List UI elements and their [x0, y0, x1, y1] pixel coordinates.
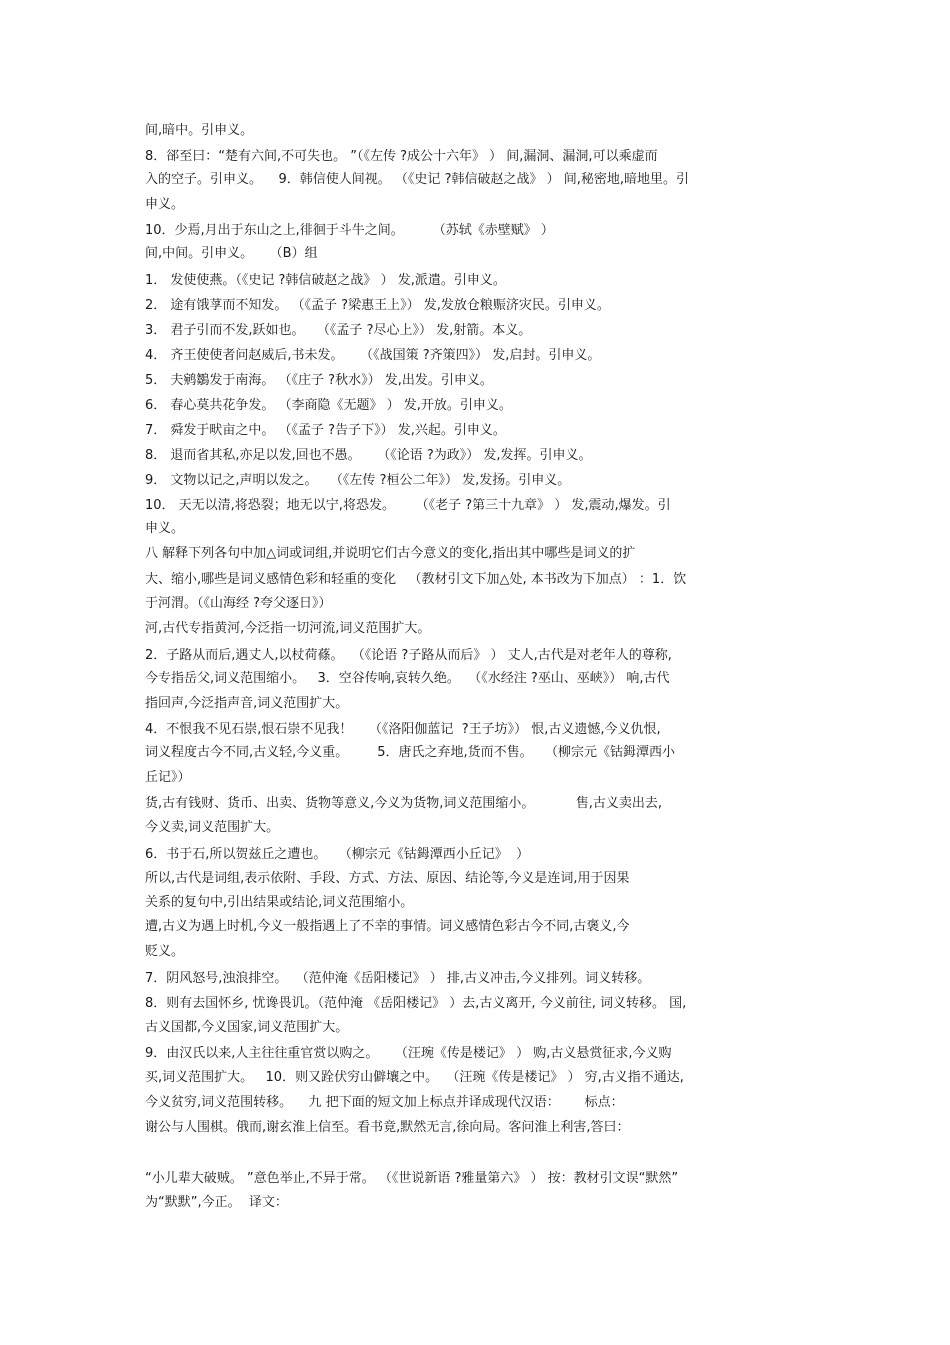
text-line: 为“默默”,今正。 译文：	[145, 1195, 288, 1210]
text-line: 10． 天无以清,将恐裂；地无以宁,将恐发。 （《老子 ?第三十九章》 ） 发,震动,爆发。引	[145, 498, 671, 513]
text-line: 2．子路从而后,遇丈人,以杖荷蓧。 （《论语 ?子路从而后》 ） 丈人,古代是对老年人的尊称,	[145, 648, 672, 663]
text-line: 4． 齐王使使者问赵威后,书未发。 （《战国策 ?齐策四》） 发,启封。引申义。	[145, 348, 601, 363]
text-line: 申义。	[145, 197, 185, 212]
text-line: 所以,古代是词组,表示依附、手段、方式、方法、原因、结论等,今义是连词,用于因果	[145, 871, 630, 886]
text-line: 关系的复句中,引出结果或结论,词义范围缩小。	[145, 895, 414, 910]
text-line: 入的空子。引申义。 9．韩信使人间视。 （《史记 ?韩信破赵之战》 ） 间,秘密地,暗地里。引	[145, 172, 689, 187]
text-line: 9． 文物以记之,声明以发之。 （《左传 ?桓公二年》） 发,发扬。引申义。	[145, 473, 571, 488]
text-line: 1． 发使使燕。（《史记 ?韩信破赵之战》 ） 发,派遣。引申义。	[145, 273, 506, 288]
text-line: 货,古有钱财、货币、出卖、货物等意义,今义为货物,词义范围缩小。 售,古义卖出去,	[145, 796, 662, 811]
text-line: 7． 舜发于畎亩之中。 （《孟子 ?告子下》） 发,兴起。引申义。	[145, 423, 506, 438]
text-line: 谢公与人围棋。俄而,谢玄淮上信至。看书竟,默然无言,徐向局。客问淮上利害,答曰：	[145, 1120, 630, 1135]
text-line: 遭,古义为遇上时机,今义一般指遇上了不幸的事情。词义感情色彩古今不同,古褒义,今	[145, 919, 630, 934]
text-line: 古义国都,今义国家,词义范围扩大。	[145, 1020, 349, 1035]
text-line: 今专指岳父,词义范围缩小。 3．空谷传响,哀转久绝。 （《水经注 ?巫山、巫峡》） 响,古代	[145, 671, 670, 686]
text-line: 4．不恨我不见石崇,恨石崇不见我！ （《洛阳伽蓝记 ?王子坊》） 恨,古义遗憾,今义仇恨,	[145, 722, 661, 737]
text-line: 10．少焉,月出于东山之上,徘徊于斗牛之间。 （苏轼《赤壁赋》 ）	[145, 223, 554, 238]
text-line: 大、缩小,哪些是词义感情色彩和轻重的变化 （教材引文下加△处, 本书改为下加点） ：1．饮	[145, 572, 687, 587]
text-line: 间,中间。引申义。 （B）组	[145, 246, 318, 261]
text-line: 8．郤至曰：“楚有六间,不可失也。 ”（《左传 ?成公十六年》 ） 间,漏洞、漏洞,可以乘虚而	[145, 149, 658, 164]
text-line: 八 解释下列各句中加△词或词组,并说明它们古今意义的变化,指出其中哪些是词义的扩	[145, 546, 636, 561]
text-line: 词义程度古今不同,古义轻,今义重。 5．唐氏之弃地,货而不售。 （柳宗元《钴鉧潭西小	[145, 745, 675, 760]
text-line: 9．由汉氏以来,人主往往重官赏以购之。 （汪琬《传是楼记》 ） 购,古义悬赏征求,今义购	[145, 1046, 672, 1061]
text-line: 河,古代专指黄河,今泛指一切河流,词义范围扩大。	[145, 621, 431, 636]
text-line: 指回声,今泛指声音,词义范围扩大。	[145, 696, 349, 711]
text-line: 间,暗中。引申义。	[145, 123, 254, 138]
text-line: 6． 春心莫共花争发。 （李商隐《无题》 ） 发,开放。引申义。	[145, 398, 512, 413]
text-line: 8．则有去国怀乡, 忧谗畏讥。（范仲淹 《岳阳楼记》 ）去,古义离开, 今义前往, 词义转移。 国,	[145, 996, 687, 1011]
text-line: 2． 途有饿莩而不知发。 （《孟子 ?梁惠王上》） 发,发放仓粮赈济灾民。引申义。	[145, 298, 610, 313]
text-line: 丘记》）	[145, 770, 191, 785]
text-line: 今义卖,词义范围扩大。	[145, 820, 280, 835]
text-line: 5． 夫鹓鶵发于南海。 （《庄子 ?秋水》） 发,出发。引申义。	[145, 373, 493, 388]
text-line: 8． 退而省其私,亦足以发,回也不愚。 （《论语 ?为政》） 发,发挥。引申义。	[145, 448, 592, 463]
text-line: 3． 君子引而不发,跃如也。 （《孟子 ?尽心上》） 发,射箭。本义。	[145, 323, 532, 338]
text-line: 贬义。	[145, 944, 185, 959]
text-line: 今义贫穷,词义范围转移。 九 把下面的短文加上标点并译成现代汉语： 标点：	[145, 1095, 624, 1110]
text-line: 于河渭。（《山海经 ?夸父逐日》）	[145, 596, 332, 611]
text-line: 买,词义范围扩大。 10．则又跧伏穷山僻壤之中。 （汪琬《传是楼记》 ） 穷,古义指不通达,	[145, 1070, 684, 1085]
text-line: 申义。	[145, 521, 185, 536]
text-line: 6．书于石,所以贺兹丘之遭也。 （柳宗元《钴鉧潭西小丘记》 ）	[145, 847, 530, 862]
text-line: “小儿辈大破贼。 ”意色举止,不异于常。 （《世说新语 ?雅量第六》 ） 按：教材引文误“默然”	[145, 1171, 679, 1186]
text-line: 7．阴风怒号,浊浪排空。 （范仲淹《岳阳楼记》 ） 排,古义冲击,今义排列。词义转移。	[145, 971, 651, 986]
